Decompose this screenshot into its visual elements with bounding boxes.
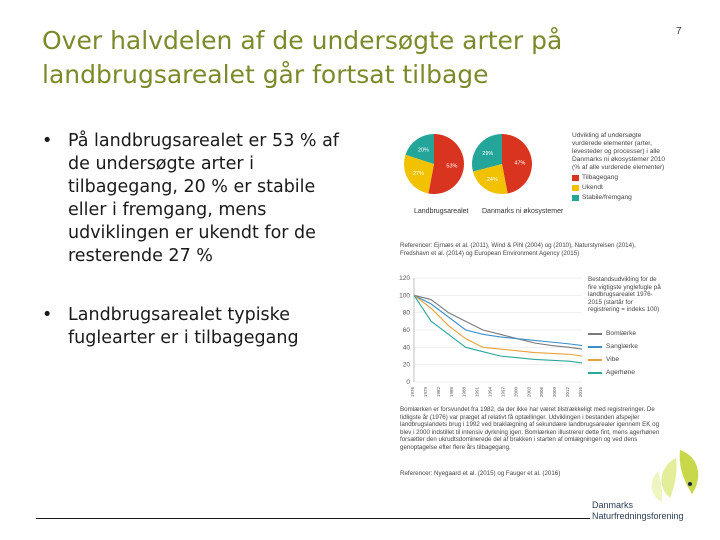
x-tick-label: 1982 [435,386,441,398]
series-line [414,295,582,345]
line-swatch-icon [588,372,602,374]
swatch-icon [572,195,579,201]
x-tick-label: 2006 [539,386,545,398]
logo-leaf-icon [640,448,710,508]
x-tick-label: 1976 [410,386,415,398]
legend-label: Vibe [606,356,620,363]
pie-value-label: 24% [486,177,498,184]
y-tick-label: 100 [399,292,410,300]
pie-value-label: 53% [446,163,458,170]
bullet-text: Landbrugsarealet typiske fuglearter er i tilbagegang [68,305,299,348]
y-tick-label: 80 [402,309,410,317]
pie-value-label: 29% [482,150,494,157]
pie-legend [572,132,668,202]
x-tick-label: 1994 [487,386,493,398]
pie-danmarks-oekosystemer [472,134,532,194]
page-number: 7 [676,26,682,37]
legend-label: Bomlærke [606,330,637,337]
legend-item [588,369,668,376]
line-swatch-icon [588,359,602,361]
x-tick-label: 2000 [513,386,519,398]
x-tick-label: 2012 [565,386,571,398]
x-tick-label: 1991 [474,386,480,398]
pie-legend-title: Udvikling af undersøgte vurderede elementer (arter, levesteder og processer) i alle Danmarks ni økosystemer 2010 (% af alle vurderede elementer) [572,132,666,171]
slide-title: Over halvdelen af de undersøgte arter på landbrugsarealet går fortsat tilbage [42,26,563,89]
x-tick-label: 1997 [500,386,506,398]
legend-item [572,174,668,182]
series-line [414,295,582,356]
pie-caption: Danmarks ni økosystemer [482,208,564,215]
infographic-figure [392,122,668,492]
x-tick-label: 2015 [578,386,583,398]
line-swatch-icon [588,346,602,348]
pie-value-label: 20% [417,147,429,154]
legend-item [588,356,668,363]
legend-item [572,184,668,192]
legend-item [588,343,668,350]
legend-label: Sanglærke [606,343,638,350]
line-swatch-icon [588,333,602,335]
legend-label: Tilbagegang [582,174,619,181]
line-chart-title: Bestandsudvikling for de fire vigtigste ynglefugle på landbrugsarealet 1976-2015 (startår for registrering = indeks 100) [588,276,661,313]
legend-label: Agerhøne [606,369,635,376]
y-tick-label: 0 [406,379,410,386]
legend-item [588,330,668,337]
swatch-icon [572,185,579,191]
references-bottom: Referencer: Nyegaard et al. (2015) og Fauger et al. (2016) [400,470,561,477]
bullet-item [36,304,356,350]
line-legend [588,330,668,382]
logo-line: Danmarks [592,500,634,510]
bullet-glyph: • [42,131,53,151]
x-tick-label: 2009 [552,386,558,398]
logo-line: Naturfredningsforening [592,511,684,521]
y-tick-label: 60 [402,327,410,334]
y-tick-label: 120 [399,275,410,282]
x-tick-label: 1985 [448,386,454,398]
pie-value-label: 27% [412,171,425,178]
figure-caption: Bomlærken er forsvundet fra 1982, da der ikke har været tilstrækkeligt med registreringer. De tidligste år (1976) var præget af relativt få optællinger. Udviklingen i bestanden afspejler landbrugslandets brug i 1992 ved braklægning af sekundære landbrugsarealer igennem EK og blev i 2000 indstillet til intensiv dyrkning igen. Bomlærken illustrerer dette fint, mens agerhønen forsætter den ukrudtsdominerede del af brakken i starten af omlægningen og ved dens genoptagelse efter flere års tilbagegang. [400,406,660,451]
bullet-text: På landbrugsarealet er 53 % af de undersøgte arter i tilbagegang, 20 % er stabile eller i fremgang, mens udviklingen er ukendt for de resterende 27 % [68,131,339,266]
pie-charts [392,122,572,232]
pie-landbrugsarealet [404,134,464,194]
pie-caption: Landbrugsarealet [414,208,469,215]
legend-item [572,194,668,202]
legend-label: Ukendt [582,184,603,191]
series-line [414,295,582,349]
bullet-item [36,130,356,268]
bullet-glyph: • [42,305,53,325]
x-tick-label: 2003 [526,386,532,398]
y-tick-label: 40 [402,344,410,352]
pie-value-label: 47% [514,160,526,167]
references-top: Referencer: Ejrnæs et al. (2011), Wind & Pihl (2004) og (2010), Naturstyrelsen (2014), Fredshavn et al. (2014) og European Environment Agency (2015) [400,242,636,257]
line-chart [392,270,588,410]
swatch-icon [572,175,579,181]
logo-text [592,500,684,522]
footer-divider [36,518,590,519]
x-tick-label: 1988 [461,386,467,398]
x-tick-label: 1979 [422,386,428,398]
legend-label: Stabile/fremgang [582,194,632,201]
y-tick-label: 20 [402,361,410,369]
bullet-list [36,130,356,386]
